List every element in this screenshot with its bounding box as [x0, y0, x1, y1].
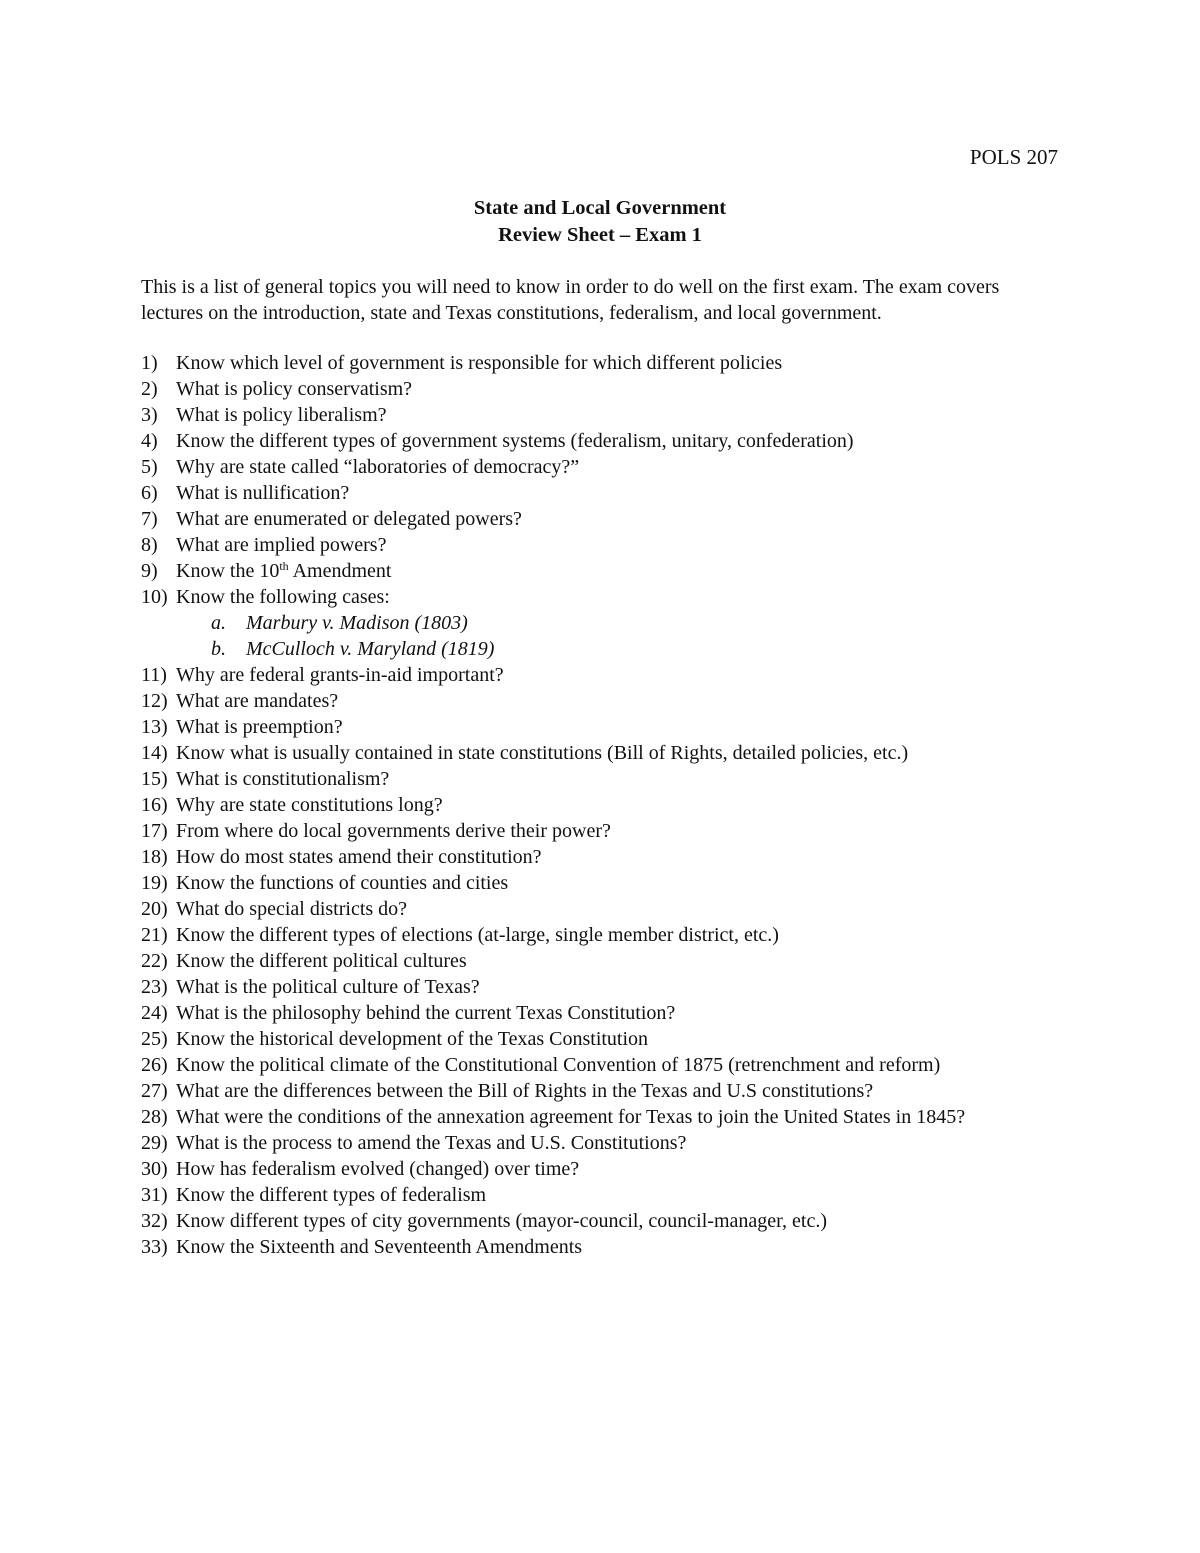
item-number: 9) — [141, 560, 158, 582]
item-number: 8) — [141, 534, 158, 556]
item-number: 2) — [141, 378, 158, 400]
item-number: 16) — [141, 794, 168, 816]
list-item — [141, 584, 1061, 610]
item-number: 20) — [141, 898, 168, 920]
item-number: 23) — [141, 976, 168, 998]
intro-paragraph: This is a list of general topics you will need to know in order to do well on the first exam. The exam covers lectures on the introduction, state and Texas constitutions, federalism, and local government. — [141, 276, 1000, 324]
list-item — [141, 1182, 1061, 1208]
case-item — [141, 636, 1061, 662]
item-text: Why are state constitutions long? — [176, 794, 443, 816]
list-item — [141, 506, 1061, 532]
item-text: What is policy conservatism? — [176, 378, 413, 400]
list-item — [141, 896, 1061, 922]
item-number: 21) — [141, 924, 168, 946]
list-item — [141, 740, 1061, 766]
item-text-before: Know the 10 — [176, 560, 280, 582]
list-item — [141, 1078, 1061, 1104]
list-item — [141, 558, 1061, 584]
item-number: 30) — [141, 1158, 168, 1180]
item-text: What is policy liberalism? — [176, 404, 387, 426]
item-number: 24) — [141, 1002, 168, 1024]
item-text: How do most states amend their constitution? — [176, 846, 542, 868]
item-text: What is nullification? — [176, 482, 350, 504]
item-number: 31) — [141, 1184, 168, 1206]
topic-list — [141, 350, 1061, 1260]
list-item — [141, 428, 1061, 454]
item-text: What is the process to amend the Texas and U.S. Constitutions? — [176, 1132, 687, 1154]
list-item — [141, 1052, 1061, 1078]
item-number: 33) — [141, 1236, 168, 1258]
item-text: Why are federal grants-in-aid important? — [176, 664, 504, 686]
item-text: Know the different political cultures — [176, 950, 467, 972]
item-text: What do special districts do? — [176, 898, 408, 920]
list-item — [141, 1104, 1061, 1130]
item-number: 17) — [141, 820, 168, 842]
list-item — [141, 454, 1061, 480]
case-letter: b. — [211, 638, 226, 660]
item-text: What is the political culture of Texas? — [176, 976, 480, 998]
item-number: 3) — [141, 404, 158, 426]
item-number: 6) — [141, 482, 158, 504]
item-number: 5) — [141, 456, 158, 478]
item-number: 11) — [141, 664, 167, 686]
item-text: Know the Sixteenth and Seventeenth Amendments — [176, 1236, 583, 1258]
item-text: What are implied powers? — [176, 534, 387, 556]
item-number: 1) — [141, 352, 158, 374]
list-item — [141, 974, 1061, 1000]
item-number: 22) — [141, 950, 168, 972]
case-list — [141, 610, 1061, 662]
item-text: From where do local governments derive their power? — [176, 820, 611, 842]
list-item — [141, 1026, 1061, 1052]
item-number: 32) — [141, 1210, 168, 1232]
item-number: 29) — [141, 1132, 168, 1154]
title-block — [0, 195, 1200, 249]
item-text: Know the different types of elections (at-large, single member district, etc.) — [176, 924, 779, 946]
list-item — [141, 376, 1061, 402]
item-text: Know the historical development of the Texas Constitution — [176, 1028, 649, 1050]
item-text: Why are state called “laboratories of democracy?” — [176, 456, 580, 478]
list-item — [141, 844, 1061, 870]
list-item — [141, 870, 1061, 896]
item-text: Know the following cases: — [176, 586, 390, 608]
item-text: Know different types of city governments (mayor-council, council-manager, etc.) — [176, 1210, 827, 1232]
list-item — [141, 480, 1061, 506]
item-text: What are mandates? — [176, 690, 339, 712]
list-item — [141, 922, 1061, 948]
list-item — [141, 948, 1061, 974]
item-text: What is preemption? — [176, 716, 343, 738]
item-number: 7) — [141, 508, 158, 530]
case-name: Marbury v. Madison (1803) — [246, 612, 468, 634]
case-name: McCulloch v. Maryland (1819) — [246, 638, 495, 660]
item-number: 19) — [141, 872, 168, 894]
item-text: Know what is usually contained in state constitutions (Bill of Rights, detailed policies, etc.) — [176, 742, 909, 764]
item-text: What is the philosophy behind the current Texas Constitution? — [176, 1002, 676, 1024]
document-subtitle: Review Sheet – Exam 1 — [498, 224, 702, 246]
list-item — [141, 1156, 1061, 1182]
case-item — [141, 610, 1061, 636]
list-item — [141, 532, 1061, 558]
item-number: 27) — [141, 1080, 168, 1102]
item-number: 15) — [141, 768, 168, 790]
item-text: How has federalism evolved (changed) over time? — [176, 1158, 580, 1180]
list-item — [141, 350, 1061, 376]
case-sublist-item — [141, 610, 1061, 662]
list-item — [141, 714, 1061, 740]
item-number: 14) — [141, 742, 168, 764]
item-text: Know the functions of counties and cities — [176, 872, 509, 894]
document-title: State and Local Government — [473, 197, 727, 219]
item-text: What are the differences between the Bill of Rights in the Texas and U.S constitutions? — [176, 1080, 874, 1102]
list-item — [141, 1130, 1061, 1156]
list-item — [141, 1208, 1061, 1234]
item-number: 28) — [141, 1106, 168, 1128]
item-text: Know the different types of government systems (federalism, unitary, confederation) — [176, 430, 854, 452]
item-text: Know the different types of federalism — [176, 1184, 487, 1206]
list-item — [141, 688, 1061, 714]
course-code: POLS 207 — [969, 145, 1058, 169]
list-item — [141, 1234, 1061, 1260]
item-number: 12) — [141, 690, 168, 712]
item-text: What is constitutionalism? — [176, 768, 390, 790]
list-item — [141, 792, 1061, 818]
list-item — [141, 818, 1061, 844]
item-text: Know which level of government is responsible for which different policies — [176, 352, 783, 374]
list-item — [141, 1000, 1061, 1026]
list-item — [141, 402, 1061, 428]
item-number: 18) — [141, 846, 168, 868]
item-number: 26) — [141, 1054, 168, 1076]
item-text: Know the political climate of the Constitutional Convention of 1875 (retrenchment and reform) — [176, 1054, 941, 1076]
item-text: What were the conditions of the annexation agreement for Texas to join the United States in 1845? — [176, 1106, 966, 1128]
item-text-after: Amendment — [288, 560, 392, 582]
item-number: 10) — [141, 586, 168, 608]
item-number: 25) — [141, 1028, 168, 1050]
item-number: 13) — [141, 716, 168, 738]
list-item — [141, 766, 1061, 792]
item-number: 4) — [141, 430, 158, 452]
item-text — [176, 558, 1061, 584]
list-item — [141, 662, 1061, 688]
ordinal-superscript: th — [279, 559, 289, 573]
case-letter: a. — [211, 612, 226, 634]
item-text: What are enumerated or delegated powers? — [176, 508, 522, 530]
